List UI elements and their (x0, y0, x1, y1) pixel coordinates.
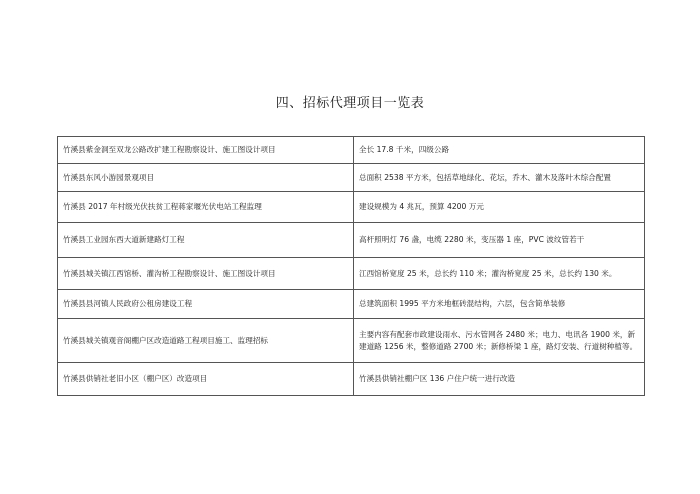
project-scale: 竹溪县供销社棚户区 136 户住户统一进行改造 (354, 363, 645, 396)
table-row (58, 258, 645, 290)
table-row (58, 137, 645, 164)
table-row (58, 164, 645, 192)
project-name: 竹溪县城关镇江西馆桥、灌沟桥工程勘察设计、施工图设计项目 (58, 258, 354, 290)
project-scale: 高杆照明灯 76 盏，电缆 2280 米，变压器 1 座，PVC 波纹管若干 (354, 223, 645, 258)
project-scale: 全长 17.8 千米，四级公路 (354, 137, 645, 164)
project-name: 竹溪县县河镇人民政府公租房建设工程 (58, 290, 354, 319)
project-name: 竹溪县东风小游园景观项目 (58, 164, 354, 192)
project-scale: 建设规模为 4 兆瓦，预算 4200 万元 (354, 192, 645, 223)
project-scale: 总面积 2538 平方米，包括草地绿化、花坛，乔木、灌木及落叶木综合配置 (354, 164, 645, 192)
project-scale: 总建筑面积 1995 平方米地框砖混结构，六层，包含简单装修 (354, 290, 645, 319)
table-row (58, 290, 645, 319)
table-row (58, 192, 645, 223)
project-name: 竹溪县工业园东西大道新建路灯工程 (58, 223, 354, 258)
project-name: 竹溪县供销社老旧小区（棚户区）改造项目 (58, 363, 354, 396)
page-title: 四、招标代理项目一览表 (275, 96, 425, 111)
table-row (58, 319, 645, 363)
project-scale: 主要内容有配套市政建设雨水、污水管网各 2480 米；电力、电讯各 1900 米，新建道路 1256 米，整修道路 2700 米；新修桥梁 1 座，路灯安装、行道树种植等。 (354, 319, 645, 363)
project-scale: 江西馆桥宽度 25 米，总长约 110 米；灌沟桥宽度 25 米，总长约 130 米。 (354, 258, 645, 290)
project-table (57, 136, 645, 396)
table-row (58, 363, 645, 396)
table-row (58, 223, 645, 258)
project-name: 竹溪县城关镇观音阁棚户区改造道路工程项目施工、监理招标 (58, 319, 354, 363)
project-name: 竹溪县紫金洞至双龙公路改扩建工程勘察设计、施工图设计项目 (58, 137, 354, 164)
project-name: 竹溪县 2017 年村级光伏扶贫工程蒋家堰光伏电站工程监理 (58, 192, 354, 223)
